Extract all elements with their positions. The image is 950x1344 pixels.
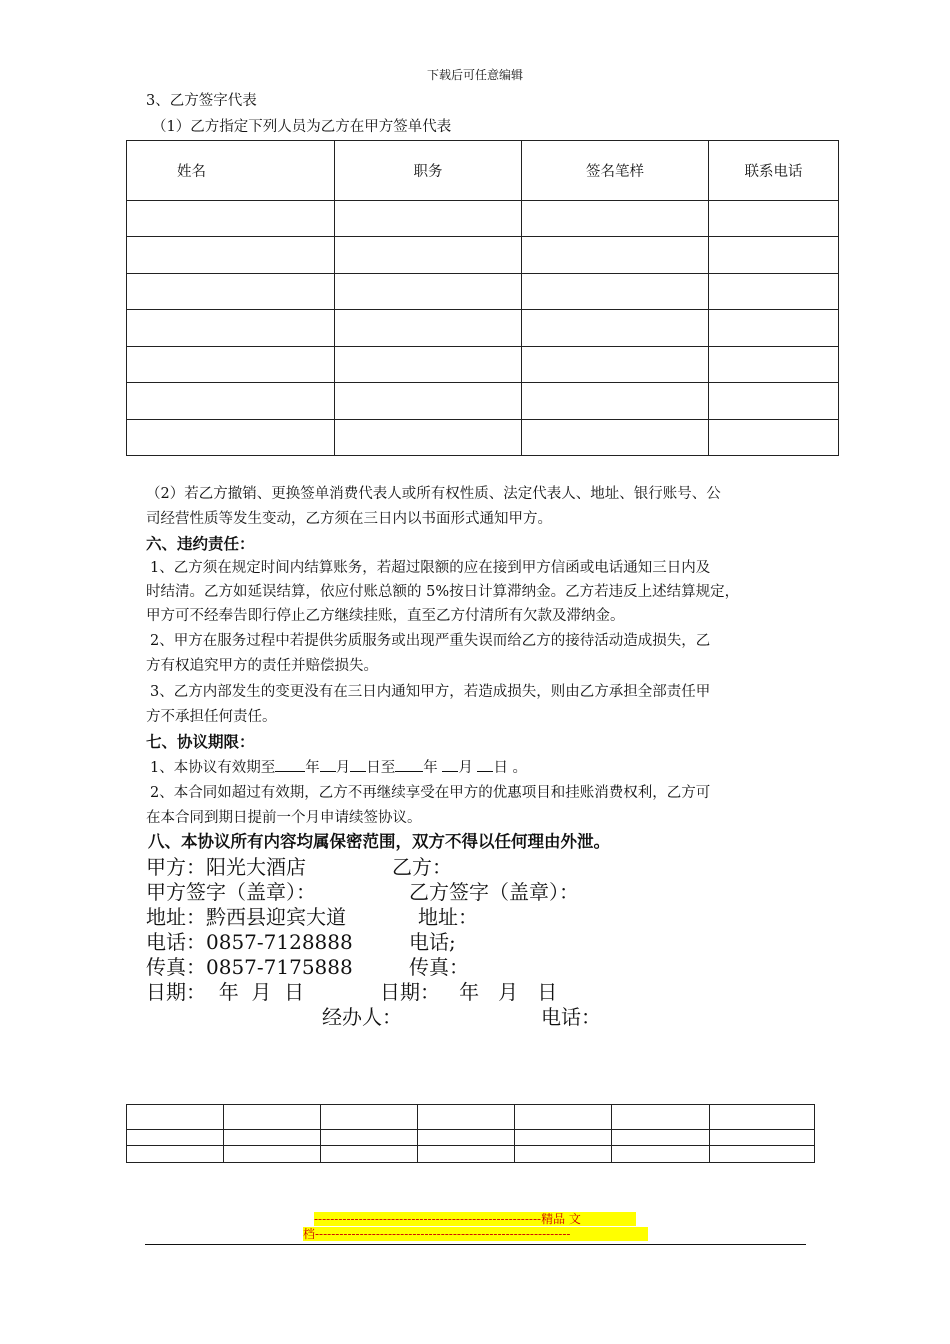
grid-cell (127, 1130, 224, 1146)
cell-phone[interactable] (709, 347, 839, 383)
grid-cell (321, 1130, 418, 1146)
grid-cell (418, 1105, 515, 1130)
table-row (127, 383, 839, 420)
party-a-fax: 传真：0857-7175888 (146, 955, 353, 979)
cell-signature[interactable] (522, 237, 709, 274)
party-a-date: 日期： 年 月 日 (146, 980, 305, 1004)
cell-phone[interactable] (709, 310, 839, 347)
table-row (127, 274, 839, 310)
section3-sub1: （1）乙方指定下列人员为乙方在甲方签单代表 (152, 119, 452, 135)
section7-p2-line2: 在本合同到期日提前一个月申请续签协议。 (146, 810, 422, 826)
cell-name[interactable] (127, 310, 335, 347)
section6-p3-line1: 3、乙方内部发生的变更没有在三日内通知甲方，若造成损失，则由乙方承担全部责任甲 (150, 684, 711, 700)
validity-day-to-label: 日至 (366, 760, 396, 776)
cell-signature[interactable] (522, 201, 709, 237)
footer-grid-table (126, 1104, 815, 1163)
grid-cell (127, 1105, 224, 1130)
cell-signature[interactable] (522, 310, 709, 347)
validity-year-end-label: 年 (423, 760, 438, 776)
grid-cell (710, 1105, 815, 1130)
party-b-address: 地址： (418, 905, 478, 929)
cell-name[interactable] (127, 347, 335, 383)
col-header-signature: 签名笔样 (522, 141, 709, 201)
cell-position[interactable] (335, 420, 522, 456)
col-header-phone: 联系电话 (709, 141, 839, 201)
section6-p1-line3: 甲方可不经奉告即行停止乙方继续挂账，直至乙方付清所有欠款及滞纳金。 (146, 608, 625, 624)
cell-position[interactable] (335, 237, 522, 274)
party-b-date: 日期： 年 月 日 (380, 980, 558, 1004)
party-b-phone: 电话; (409, 930, 456, 954)
signature-table (126, 140, 839, 456)
cell-phone[interactable] (709, 237, 839, 274)
col-header-name: 姓名 (127, 141, 335, 201)
cell-signature[interactable] (522, 383, 709, 420)
grid-cell (321, 1105, 418, 1130)
grid-cell (515, 1105, 612, 1130)
blank-day-start[interactable] (350, 757, 366, 772)
table-row (127, 310, 839, 347)
section8-title: 八、本协议所有内容均属保密范围，双方不得以任何理由外泄。 (148, 832, 610, 851)
table-row (127, 201, 839, 237)
cell-phone[interactable] (709, 274, 839, 310)
party-a-sign: 甲方签字（盖章）： (146, 880, 316, 904)
grid-cell (224, 1105, 321, 1130)
party-b-sign: 乙方签字（盖章）： (409, 880, 579, 904)
grid-cell (515, 1130, 612, 1146)
grid-cell (224, 1146, 321, 1163)
footer-watermark-line1: --------------------------------------------------------精品 文 (314, 1212, 636, 1226)
section3-title: 3、乙方签字代表 (146, 93, 257, 109)
table-row (127, 1130, 815, 1146)
party-a-name: 甲方：阳光大酒店 (146, 855, 306, 879)
grid-cell (418, 1130, 515, 1146)
table-row (127, 1146, 815, 1163)
grid-cell (612, 1105, 710, 1130)
cell-name[interactable] (127, 383, 335, 420)
cell-position[interactable] (335, 347, 522, 383)
validity-month-label: 月 (335, 760, 351, 776)
handler-label: 经办人： (322, 1005, 402, 1029)
page-header: 下载后可任意编辑 (426, 68, 523, 82)
cell-name[interactable] (127, 201, 335, 237)
grid-cell (710, 1130, 815, 1146)
section6-p1-line2: 时结清。乙方如延误结算，依应付账总额的 5%按日计算滞纳金。乙方若违反上述结算规定， (146, 584, 740, 600)
cell-position[interactable] (335, 383, 522, 420)
validity-year-label: 年 (305, 760, 320, 776)
cell-position[interactable] (335, 310, 522, 347)
cell-name[interactable] (127, 274, 335, 310)
party-a-phone: 电话：0857-7128888 (146, 930, 353, 954)
grid-cell (612, 1146, 710, 1163)
grid-cell (321, 1146, 418, 1163)
blank-year-start[interactable] (275, 757, 305, 772)
grid-cell (418, 1146, 515, 1163)
section6-p2-line2: 方有权追究甲方的责任并赔偿损失。 (146, 658, 378, 674)
section3-sub2-line1: （2）若乙方撤销、更换签单消费代表人或所有权性质、法定代表人、地址、银行账号、公 (146, 486, 721, 502)
table-row (127, 420, 839, 456)
cell-phone[interactable] (709, 201, 839, 237)
col-header-position: 职务 (335, 141, 522, 201)
section6-title: 六、违约责任： (146, 535, 255, 553)
grid-cell (515, 1146, 612, 1163)
table-row (127, 1105, 815, 1130)
table-row (127, 237, 839, 274)
blank-year-end[interactable] (395, 757, 423, 772)
section7-p2-line1: 2、本合同如超过有效期，乙方不再继续享受在甲方的优惠项目和挂账消费权利，乙方可 (150, 785, 711, 801)
cell-name[interactable] (127, 420, 335, 456)
section6-p2-line1: 2、甲方在服务过程中若提供劣质服务或出现严重失误而给乙方的接待活动造成损失，乙 (150, 633, 711, 649)
footer-rule (145, 1244, 806, 1245)
validity-prefix: 1、本协议有效期至 (150, 760, 276, 776)
table-row (127, 347, 839, 383)
section6-p3-line2: 方不承担任何责任。 (146, 709, 277, 725)
cell-signature[interactable] (522, 420, 709, 456)
grid-cell (710, 1146, 815, 1163)
section7-p1 (150, 756, 527, 780)
handler-phone: 电话： (541, 1005, 601, 1029)
signature-table-header-row (127, 141, 839, 201)
party-b-name: 乙方： (392, 855, 452, 879)
section6-p1-line1: 1、乙方须在规定时间内结算账务，若超过限额的应在接到甲方信函或电话通知三日内及 (150, 560, 711, 576)
cell-position[interactable] (335, 201, 522, 237)
validity-day-end-label: 日 。 (493, 760, 528, 776)
cell-phone[interactable] (709, 383, 839, 420)
footer-watermark-line2: 档--------------------------------------------------------------- (303, 1227, 648, 1241)
blank-month-end[interactable] (442, 757, 458, 772)
cell-signature[interactable] (522, 274, 709, 310)
validity-month-end-label: 月 (458, 760, 473, 776)
cell-position[interactable] (335, 274, 522, 310)
section7-title: 七、协议期限： (146, 733, 255, 751)
grid-cell (612, 1130, 710, 1146)
party-b-fax: 传真： (409, 955, 469, 979)
grid-cell (127, 1146, 224, 1163)
party-a-address: 地址：黔西县迎宾大道 (146, 905, 346, 929)
blank-month-start[interactable] (320, 757, 336, 772)
cell-phone[interactable] (709, 420, 839, 456)
cell-name[interactable] (127, 237, 335, 274)
section3-sub2-line2: 司经营性质等发生变动，乙方须在三日内以书面形式通知甲方。 (146, 511, 552, 527)
grid-cell (224, 1130, 321, 1146)
cell-signature[interactable] (522, 347, 709, 383)
blank-day-end[interactable] (477, 757, 493, 772)
